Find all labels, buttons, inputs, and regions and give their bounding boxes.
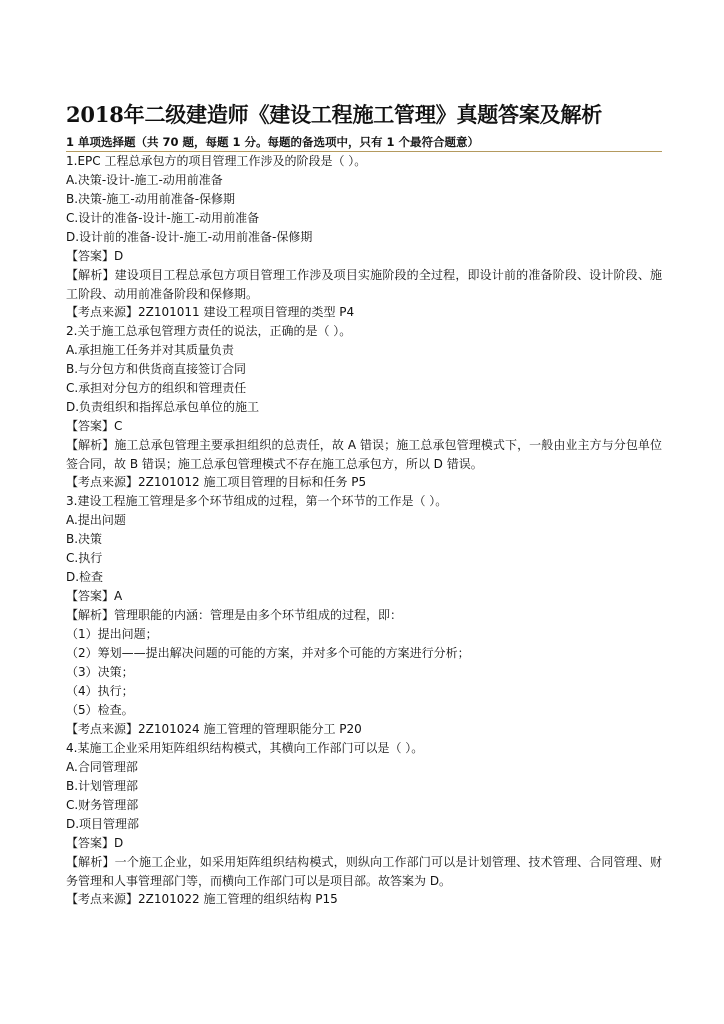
question-1 [66, 152, 662, 322]
source: 【考点来源】2Z101011 建设工程项目管理的类型 P4 [66, 305, 355, 319]
answer: 【答案】D [66, 249, 124, 263]
analysis: 【解析】一个施工企业，如采用矩阵组织结构模式，则纵向工作部门可以是计划管理、技术管理、合同管理、财务管理和人事管理部门等，而横向工作部门可以是项目部。故答案为 D。 [66, 855, 662, 888]
source: 【考点来源】2Z101012 施工项目管理的目标和任务 P5 [66, 475, 367, 489]
option-a: A.提出问题 [66, 513, 126, 527]
source: 【考点来源】2Z101022 施工管理的组织结构 P15 [66, 892, 338, 906]
section-heading: 1 单项选择题（共 70 题，每题 1 分。每题的备选项中，只有 1 个最符合题意） [66, 134, 662, 152]
question-3 [66, 492, 662, 739]
source: 【考点来源】2Z101024 施工管理的管理职能分工 P20 [66, 722, 362, 736]
option-a: A.承担施工任务并对其质量负责 [66, 343, 234, 357]
option-b: B.计划管理部 [66, 779, 139, 793]
option-d: D.负责组织和指挥总承包单位的施工 [66, 400, 260, 414]
analysis: 【解析】管理职能的内涵：管理是由多个环节组成的过程，即： [66, 608, 403, 622]
option-a: A.合同管理部 [66, 760, 138, 774]
step-2: （2）筹划——提出解决问题的可能的方案，并对多个可能的方案进行分析； [66, 646, 470, 660]
question-4 [66, 739, 662, 909]
option-d: D.设计前的准备-设计-施工-动用前准备-保修期 [66, 230, 313, 244]
question-stem: 2.关于施工总承包管理方责任的说法，正确的是（ ）。 [66, 324, 352, 338]
option-b: B.决策-施工-动用前准备-保修期 [66, 192, 236, 206]
step-5: （5）检查。 [66, 703, 134, 717]
document-page [66, 100, 662, 909]
step-3: （3）决策； [66, 665, 134, 679]
question-stem: 1.EPC 工程总承包方的项目管理工作涉及的阶段是（ ）。 [66, 154, 367, 168]
answer: 【答案】A [66, 589, 123, 603]
option-c: C.设计的准备-设计-施工-动用前准备 [66, 211, 260, 225]
answer: 【答案】C [66, 419, 123, 433]
option-b: B.决策 [66, 532, 103, 546]
document-title: 2018年二级建造师《建设工程施工管理》真题答案及解析 [66, 102, 603, 127]
answer: 【答案】D [66, 836, 124, 850]
option-d: D.项目管理部 [66, 817, 140, 831]
option-d: D.检查 [66, 570, 104, 584]
question-stem: 4.某施工企业采用矩阵组织结构模式，其横向工作部门可以是（ ）。 [66, 741, 424, 755]
option-c: C.财务管理部 [66, 798, 139, 812]
analysis: 【解析】建设项目工程总承包方项目管理工作涉及项目实施阶段的全过程，即设计前的准备阶段、设计阶段、施工阶段、动用前准备阶段和保修期。 [66, 268, 662, 301]
step-4: （4）执行； [66, 684, 134, 698]
analysis: 【解析】施工总承包管理主要承担组织的总责任，故 A 错误；施工总承包管理模式下，一般由业主方与分包单位签合同，故 B 错误；施工总承包管理模式不存在施工总承包方，所以 D 错误。 [66, 438, 662, 471]
option-c: C.执行 [66, 551, 103, 565]
question-2 [66, 322, 662, 492]
option-c: C.承担对分包方的组织和管理责任 [66, 381, 247, 395]
question-stem: 3.建设工程施工管理是多个环节组成的过程，第一个环节的工作是（ ）。 [66, 494, 448, 508]
option-a: A.决策-设计-施工-动用前准备 [66, 173, 223, 187]
step-1: （1）提出问题； [66, 627, 158, 641]
option-b: B.与分包方和供货商直接签订合同 [66, 362, 247, 376]
